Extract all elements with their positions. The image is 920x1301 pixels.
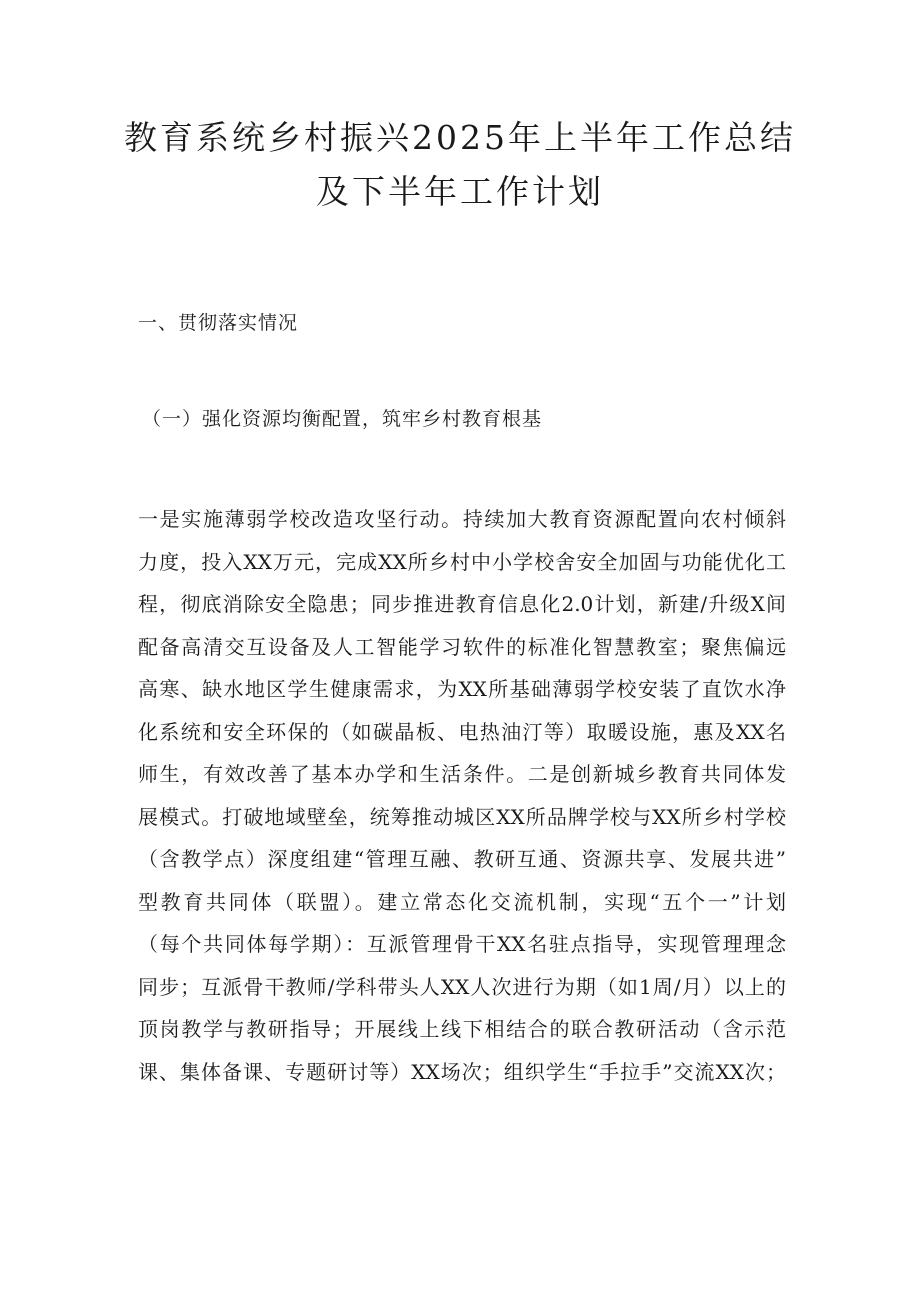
body-line: 一是实施薄弱学校改造攻坚行动。持续加大教育资源配置向农村倾斜 bbox=[138, 507, 786, 531]
body-line: 配备高清交互设备及人工智能学习软件的标准化智慧教室；聚焦偏远 bbox=[138, 634, 786, 659]
body-line: 展模式。打破地域壁垒，统筹推动城区XX所品牌学校与XX所乡村学校 bbox=[138, 804, 786, 829]
section-heading: 一、贯彻落实情况 bbox=[138, 312, 299, 334]
body-line: 高寒、缺水地区学生健康需求，为XX所基础薄弱学校安装了直饮水净 bbox=[138, 677, 786, 701]
body-line: 课、集体备课、专题研讨等）XX场次；组织学生“手拉手”交流XX次； bbox=[138, 1059, 786, 1084]
body-line: （每个共同体每学期）：互派管理骨干XX名驻点指导，实现管理理念 bbox=[138, 932, 786, 956]
subsection-heading: （一）强化资源均衡配置，筑牢乡村教育根基 bbox=[142, 408, 543, 430]
document-title-line-2: 及下半年工作计划 bbox=[316, 172, 604, 211]
body-line: 顶岗教学与教研指导；开展线上线下相结合的联合教研活动（含示范 bbox=[138, 1017, 786, 1041]
body-line: 程，彻底消除安全隐患；同步推进教育信息化2.0计划，新建/升级X间 bbox=[138, 592, 786, 616]
document-title-line-1: 教育系统乡村振兴2025年上半年工作总结 bbox=[124, 118, 796, 157]
body-line: 同步；互派骨干教师/学科带头人XX人次进行为期（如1周/月）以上的 bbox=[138, 974, 786, 999]
body-line: 力度，投入XX万元，完成XX所乡村中小学校舍安全加固与功能优化工 bbox=[138, 549, 786, 574]
body-line: 师生，有效改善了基本办学和生活条件。二是创新城乡教育共同体发 bbox=[138, 762, 786, 786]
body-line: 化系统和安全环保的（如碳晶板、电热油汀等）取暖设施，惠及XX名 bbox=[138, 719, 786, 744]
body-line: 型教育共同体（联盟）。建立常态化交流机制，实现“五个一”计划 bbox=[138, 889, 786, 914]
body-line: （含教学点）深度组建“管理互融、教研互通、资源共享、发展共进” bbox=[138, 847, 786, 871]
body-paragraph bbox=[138, 498, 786, 1093]
